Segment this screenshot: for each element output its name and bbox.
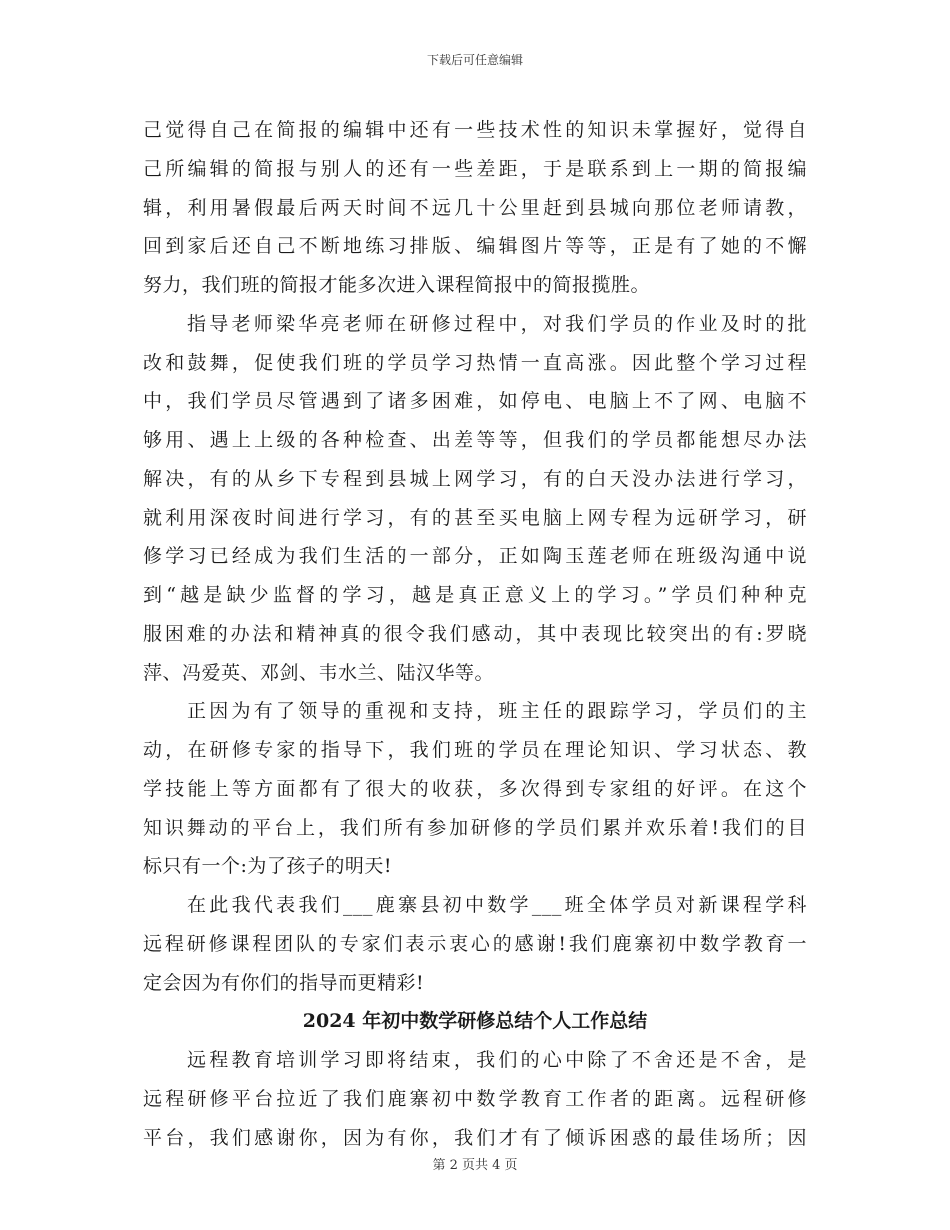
text-line: 标只有一个:为了孩子的明天! (143, 855, 393, 878)
document-body (143, 111, 807, 1157)
text-line: 就利用深夜时间进行学习，有的甚至买电脑上网专程为远研学习，研 (143, 506, 807, 529)
paragraph-first-line: 在此我代表我们___鹿寨县初中数学___班全体学员对新课程学科 (187, 894, 807, 916)
page-header: 下载后可任意编辑 (426, 53, 523, 67)
text-line: 定会因为有你们的指导而更精彩! (143, 971, 425, 994)
text-line: 远程研修课程团队的专家们表示衷心的感谢!我们鹿寨初中数学教育一 (143, 932, 807, 955)
text-line: 平台，我们感谢你，因为有你，我们才有了倾诉困惑的最佳场所；因 (143, 1126, 807, 1149)
paragraph-first-line: 正因为有了领导的重视和支持，班主任的跟踪学习，学员们的主 (187, 700, 807, 723)
text-line: 中，我们学员尽管遇到了诸多困难，如停电、电脑上不了网、电脑不 (143, 390, 807, 413)
text-line: 到“越是缺少监督的学习，越是真正意义上的学习。”学员们种种克 (143, 584, 807, 606)
text-line: 知识舞动的平台上，我们所有参加研修的学员们累并欢乐着!我们的目 (143, 816, 807, 839)
text-line: 服困难的办法和精神真的很令我们感动，其中表现比较突出的有:罗晓 (143, 622, 807, 645)
text-line: 改和鼓舞，促使我们班的学员学习热情一直高涨。因此整个学习过程 (143, 351, 807, 374)
text-line: 修学习已经成为我们生活的一部分，正如陶玉莲老师在班级沟通中说 (143, 545, 807, 568)
text-line: 努力，我们班的简报才能多次进入课程简报中的简报揽胜。 (143, 274, 651, 296)
text-line: 己所编辑的简报与别人的还有一些差距，于是联系到上一期的简报编 (143, 157, 807, 180)
text-line: 解决，有的从乡下专程到县城上网学习，有的白天没办法进行学习， (143, 467, 807, 490)
text-line: 辑，利用暑假最后两天时间不远几十公里赶到县城向那位老师请教， (143, 196, 807, 219)
text-line: 够用、遇上上级的各种检查、出差等等，但我们的学员都能想尽办法 (143, 429, 807, 451)
text-line: 动，在研修专家的指导下，我们班的学员在理论知识、学习状态、教 (143, 739, 807, 761)
paragraph-first-line: 指导老师梁华亮老师在研修过程中，对我们学员的作业及时的批 (187, 312, 807, 335)
text-line: 远程研修平台拉近了我们鹿寨初中数学教育工作者的距离。远程研修 (143, 1087, 807, 1110)
text-line: 萍、冯爱英、邓剑、韦水兰、陆汉华等。 (143, 661, 495, 684)
page-footer: 第 2 页共 4 页 (432, 1158, 518, 1173)
text-line: 学技能上等方面都有了很大的收获，多次得到专家组的好评。在这个 (143, 777, 807, 800)
text-line: 己觉得自己在简报的编辑中还有一些技术性的知识未掌握好，觉得自 (143, 119, 807, 141)
text-line: 回到家后还自己不断地练习排版、编辑图片等等，正是有了她的不懈 (143, 235, 807, 258)
paragraph-first-line: 远程教育培训学习即将结束，我们的心中除了不舍还是不舍，是 (187, 1049, 807, 1071)
section-heading: 2024 年初中数学研修总结个人工作总结 (302, 1010, 648, 1033)
